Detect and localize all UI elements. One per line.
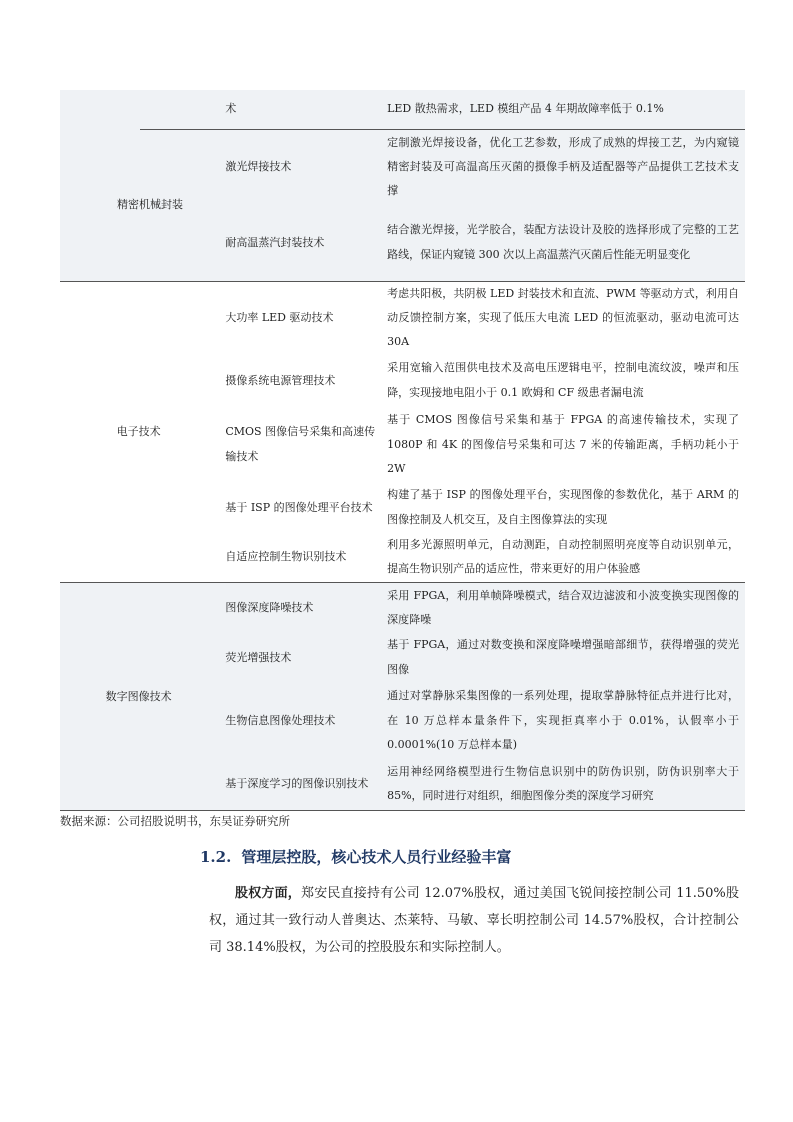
table-row [60,281,745,355]
body-paragraph [209,880,739,961]
description-cell: 采用宽输入范围供电技术及高电压逻辑电平，控制电流纹波，噪声和压降，实现接地电阻小于 0.1 欧姆和 CF 级患者漏电流 [387,361,739,399]
technique-cell: 大功率 LED 驱动技术 [217,281,383,355]
technique-cell: 耐高温蒸汽封装技术 [217,205,383,281]
description-cell: 通过对掌静脉采集图像的一系列处理，提取掌静脉特征点并进行比对，在 10 万总样本量条件下，实现拒真率小于 0.01%，认假率小于 0.0001%(10 万总样本量) [383,683,745,759]
paragraph-lead: 股权方面， [235,886,301,901]
description-cell: 定制激光焊接设备，优化工艺参数，形成了成熟的焊接工艺，为内窥镜精密封装及可高温高压灭菌的摄像手柄及适配器等产品提供工艺技术支撑 [383,129,745,205]
technique-cell: 术 [217,90,383,129]
technique-cell: 自适应控制生物识别技术 [225,550,347,564]
technique-cell: 基于 ISP 的图像处理平台技术 [225,500,373,514]
description-cell: 采用 FPGA，利用单帧降噪模式，结合双边滤波和小波变换实现图像的深度降噪 [383,583,745,633]
technique-cell: 摄像系统电源管理技术 [225,373,336,387]
description-cell: 利用多光源照明单元，自动测距，自动控制照明亮度等自动识别单元，提高生物识别产品的适应性，带来更好的用户体验感 [387,538,739,576]
table-row [60,129,745,205]
table-row [60,90,745,129]
technique-cell: 生物信息图像处理技术 [217,683,383,759]
technique-cell: 荧光增强技术 [217,633,383,683]
description-cell: 考虑共阳极，共阴极 LED 封装技术和直流、PWM 等驱动方式，利用自动反馈控制方案，实现了低压大电流 LED 的恒流驱动，驱动电流可达 30A [383,281,745,355]
category-digital-imaging: 数字图像技术 [60,583,217,811]
category-precision-packaging: 精密机械封装 [117,198,183,211]
description-cell: 结合激光焊接，光学胶合，装配方法设计及胶的选择形成了完整的工艺路线，保证内窥镜 300 次以上高温蒸汽灭菌后性能无明显变化 [383,205,745,281]
technique-cell: 激光焊接技术 [217,129,383,205]
section-title: 管理层控股，核心技术人员行业经验丰富 [241,848,512,866]
technique-cell: 基于深度学习的图像识别技术 [217,759,383,811]
source-note: 数据来源：公司招股说明书，东吴证券研究所 [60,814,290,828]
description-cell: 基于 CMOS 图像信号采集和基于 FPGA 的高速传输技术，实现了 1080P 和 4K 的图像信号采集和可达 7 米的传输距离，手柄功耗小于 2W [387,413,739,475]
table-row [60,583,745,633]
description-cell: 基于 FPGA，通过对数变换和深度降噪增强暗部细节，获得增强的荧光图像 [383,633,745,683]
section-number: 1.2. [200,848,232,866]
paragraph-body: 郑安民直接持有公司 12.07%股权，通过美国飞锐间接控制公司 11.50%股权，通过其一致行动人普奥达、杰莱特、马敏、辜长明控制公司 14.57%股权，合计控制公司 38.14%股权，为公司的控股股东和实际控制人。 [209,886,739,955]
technique-cell: CMOS 图像信号采集和高速传输技术 [225,425,376,463]
description-cell: LED 散热需求，LED 模组产品 4 年期故障率低于 0.1% [383,90,745,129]
description-cell: 运用神经网络模型进行生物信息识别中的防伪识别，防伪识别率大于 85%，同时进行对组织，细胞图像分类的深度学习研究 [383,759,745,811]
category-electronics: 电子技术 [60,281,217,583]
technique-cell: 图像深度降噪技术 [217,583,383,633]
section-heading [200,846,511,867]
description-cell: 构建了基于 ISP 的图像处理平台，实现图像的参数优化，基于 ARM 的图像控制及人机交互，及自主图像算法的实现 [387,488,739,526]
